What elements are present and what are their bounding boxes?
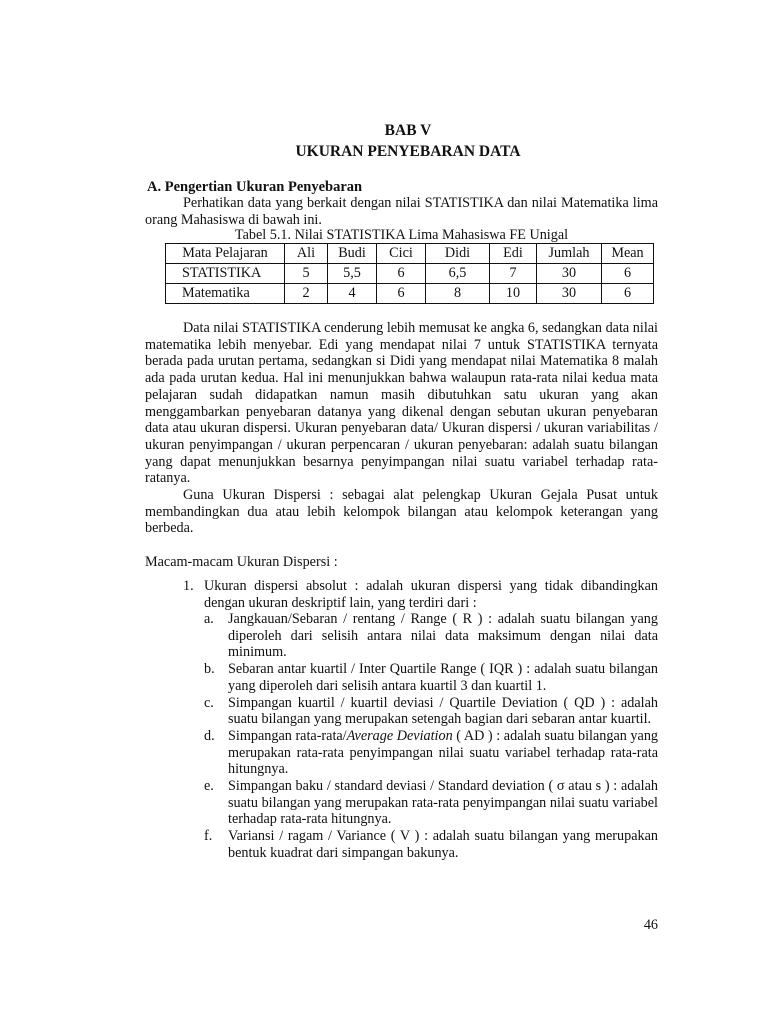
list-item-text: Ukuran dispersi absolut : adalah ukuran dispersi yang tidak dibandingkan dengan ukuran deskriptif lain, yang terdiri dari : (204, 578, 658, 611)
list-marker: b. (204, 661, 215, 678)
table-cell: 2 (285, 284, 328, 304)
header-budi: Budi (328, 244, 377, 264)
header-didi: Didi (426, 244, 490, 264)
list-marker: f. (204, 828, 213, 845)
grades-table (165, 243, 654, 304)
list-item-text (228, 728, 658, 778)
table-cell: 6,5 (426, 264, 490, 284)
text-segment: Simpangan rata-rata/ (228, 727, 347, 744)
table-cell: 6 (377, 264, 426, 284)
list-item-variance (204, 828, 658, 861)
list-item-iqr (204, 661, 658, 694)
table-cell: 30 (537, 264, 602, 284)
header-edi: Edi (490, 244, 537, 264)
list-item-absolute-dispersion (183, 578, 658, 611)
header-mean: Mean (602, 244, 654, 264)
header-subject: Mata Pelajaran (166, 244, 285, 264)
section-heading: A. Pengertian Ukuran Penyebaran (147, 179, 363, 195)
header-ali: Ali (285, 244, 328, 264)
table-cell: 4 (328, 284, 377, 304)
list-marker: c. (204, 694, 214, 711)
table-caption: Tabel 5.1. Nilai STATISTIKA Lima Mahasiswa FE Unigal (234, 227, 569, 243)
list-marker: e. (204, 778, 214, 795)
page-number: 46 (643, 917, 658, 933)
list-marker: d. (204, 727, 215, 744)
table-cell: Matematika (166, 284, 285, 304)
table-cell: 6 (377, 284, 426, 304)
chapter-title: UKURAN PENYEBARAN DATA (295, 143, 521, 160)
list-item-average-deviation (204, 728, 658, 778)
list-item-standard-deviation (204, 778, 658, 828)
table-cell: 8 (426, 284, 490, 304)
text-segment: ( AD ) : adalah suatu bilangan yang merupakan rata-rata penyimpangan nilai suatu variabel terhadap rata-rata hitungnya. (228, 727, 659, 778)
list-number: 1. (183, 578, 194, 594)
paragraph-dispersion-purpose: Guna Ukuran Dispersi : sebagai alat pelengkap Ukuran Gejala Pusat untuk membandingkan dua atau lebih kelompok bilangan atau kelompok keterangan yang berbeda. (145, 487, 658, 537)
header-jumlah: Jumlah (537, 244, 602, 264)
table-cell: 6 (602, 284, 654, 304)
list-item-text: Simpangan kuartil / kuartil deviasi / Quartile Deviation ( QD ) : adalah suatu bilangan yang merupakan setengah bagian dari sebaran antar kuartil. (228, 694, 658, 728)
table-cell: 5 (285, 264, 328, 284)
paragraph-dispersion-definition: Data nilai STATISTIKA cenderung lebih memusat ke angka 6, sedangkan data nilai matematika lebih menyebar. Edi yang mendapat nilai 7 untuk STATISTIKA ternyata berada pada urutan pertama, sedangkan si Didi yang mendapat nilai Matematika 8 malah ada pada urutan kedua. Hal ini menunjukkan bahwa walaupun rata-rata nilai kedua mata pelajaran sudah didapatkan namun masih dibutuhkan satu ukuran yang akan menggambarkan penyebaran datanya yang dikenal dengan sebutan ukuran penyebaran data atau ukuran dispersi. Ukuran penyebaran data/ Ukuran dispersi / ukuran variabilitas / ukuran penyimpangan / ukuran perpencaran / ukuran penyebaran: adalah suatu bilangan yang dapat menunjukkan besarnya penyimpangan nilai suatu variabel terhadap rata-ratanya. (145, 320, 658, 487)
chapter-number: BAB V (384, 122, 432, 139)
table-header-row (166, 244, 654, 264)
list-item-quartile-deviation (204, 695, 658, 728)
list-item-range (204, 611, 658, 661)
table-cell: 10 (490, 284, 537, 304)
intro-text: Perhatikan data yang berkait dengan nilai STATISTIKA dan nilai Matematika lima orang Mahasiswa di bawah ini. (145, 195, 658, 228)
sub-item-list (204, 611, 658, 862)
table-cell: 6 (602, 264, 654, 284)
table-row (166, 284, 654, 304)
intro-paragraph (145, 195, 658, 228)
table-row (166, 264, 654, 284)
table-cell: 30 (537, 284, 602, 304)
body-paragraphs (145, 320, 658, 537)
list-item-text: Sebaran antar kuartil / Inter Quartile Range ( IQR ) : adalah suatu bilangan yang diperoleh dari selisih antara kuartil 3 dan kuartil 1. (228, 661, 658, 694)
italic-term: Average Deviation (346, 727, 453, 744)
header-cici: Cici (377, 244, 426, 264)
table-cell: 5,5 (328, 264, 377, 284)
table-cell: 7 (490, 264, 537, 284)
list-item-text: Variansi / ragam / Variance ( V ) : adalah suatu bilangan yang merupakan bentuk kuadrat dari simpangan bakunya. (228, 828, 658, 861)
list-item-text: Simpangan baku / standard deviasi / Standard deviation ( σ atau s ) : adalah suatu bilangan yang merupakan rata-rata penyimpangan nilai suatu variabel terhadap rata-rata hitungnya. (228, 778, 658, 828)
list-item-text: Jangkauan/Sebaran / rentang / Range ( R ) : adalah suatu bilangan yang diperoleh dari selisih antara nilai data maksimum dengan nilai data minimum. (228, 611, 658, 661)
dispersion-types-label: Macam-macam Ukuran Dispersi : (145, 554, 338, 570)
list-marker: a. (204, 611, 214, 627)
table-cell: STATISTIKA (166, 264, 285, 284)
